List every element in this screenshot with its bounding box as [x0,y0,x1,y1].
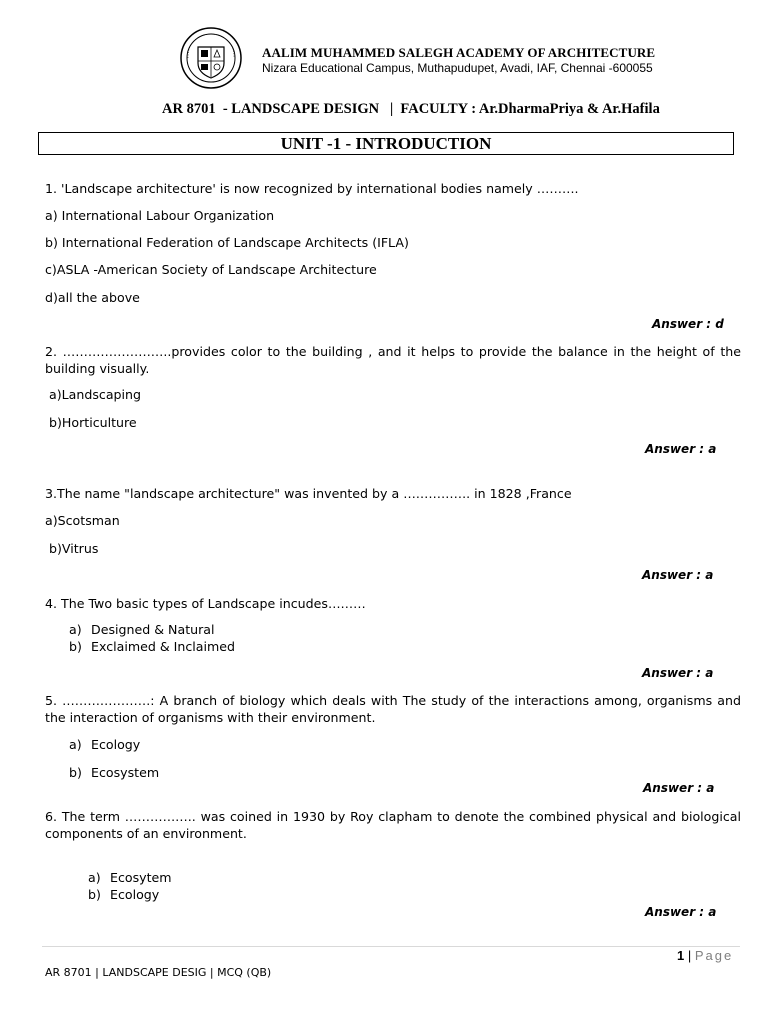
question-1-option-b: b) International Federation of Landscape Architects (IFLA) [45,235,409,250]
question-2-text: 2. ……………………..provides color to the building , and it helps to provide the balance in the height of the building visually. [45,344,741,376]
institution-name: AALIM MUHAMMED SALEGH ACADEMY OF ARCHITECTURE [262,45,656,60]
question-3-text: 3.The name "landscape architecture" was invented by a ……………. in 1828 ,France [45,486,572,501]
option-text: Ecosystem [91,765,160,780]
question-6-text: 6. The term …………….. was coined in 1930 by Roy clapham to denote the combined physical and biological components of an environment. [45,809,741,841]
question-2-option-a: a)Landscaping [49,387,142,402]
question-3-option-b: b)Vitrus [49,541,99,556]
question-4-text: 4. The Two basic types of Landscape incudes……… [45,596,366,611]
option-text: Designed & Natural [91,622,215,637]
option-label: a) [69,737,82,752]
page-number [677,948,733,963]
question-1-text: 1. 'Landscape architecture' is now recognized by international bodies namely ………. [45,181,579,196]
question-5-answer: Answer : a [643,781,715,795]
question-5-text: 5. …………………: A branch of biology which deals with The study of the interactions among, organisms and the interaction of organisms with their environment. [45,693,741,725]
option-text: Ecosytem [110,870,172,885]
question-6-option-a [88,869,172,886]
option-text: Exclaimed & Inclaimed [91,639,236,654]
option-text: Ecology [91,737,141,752]
question-4-option-b [69,638,235,655]
option-label: b) [69,639,82,654]
page-word: Page [694,948,734,963]
question-3-answer: Answer : a [642,568,714,582]
course-faculty-line: AR 8701 - LANDSCAPE DESIGN | FACULTY : Ar.DharmaPriya & Ar.Hafila [162,101,660,117]
option-label: a) [69,622,82,637]
question-6-answer: Answer : a [645,905,717,919]
question-4-option-a [69,621,215,638]
page-number-value: 1 [677,948,685,963]
question-5-option-b [69,764,159,781]
question-1-answer: Answer : d [652,317,724,331]
footer-doc-label: AR 8701 | LANDSCAPE DESIG | MCQ (QB) [45,966,272,979]
footer-divider [42,946,740,947]
option-label: b) [69,765,82,780]
page-number-separator: | [684,948,695,963]
academy-seal-logo [180,27,242,89]
question-1-option-c: c)ASLA -American Society of Landscape Architecture [45,262,377,277]
question-2-answer: Answer : a [645,442,717,456]
question-2-option-b: b)Horticulture [49,415,137,430]
question-5-option-a [69,736,140,753]
question-1-option-a: a) International Labour Organization [45,208,275,223]
unit-title: UNIT -1 - INTRODUCTION [38,132,734,155]
question-3-option-a: a)Scotsman [45,513,120,528]
question-1-option-d: d)all the above [45,290,140,305]
option-label: a) [88,870,101,885]
question-4-answer: Answer : a [642,666,714,680]
option-label: b) [88,887,101,902]
option-text: Ecology [110,887,160,902]
question-6-option-b [88,886,159,903]
institution-address: Nizara Educational Campus, Muthapudupet, Avadi, IAF, Chennai -600055 [262,61,653,75]
